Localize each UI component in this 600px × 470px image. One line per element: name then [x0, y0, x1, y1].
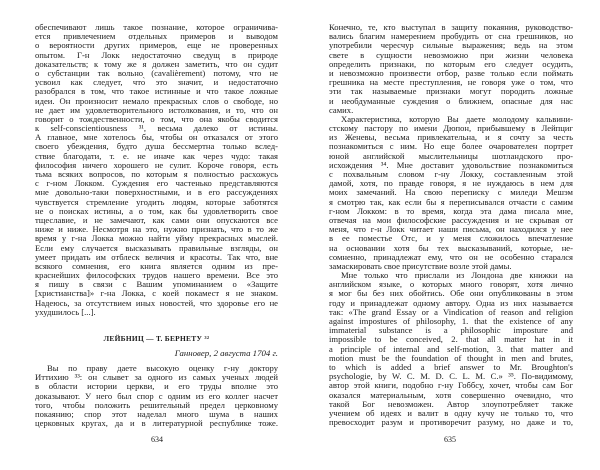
text-line: не дает им удовлетворительного истолкования, и то, что он: [35, 104, 278, 115]
left-text-block-2: [35, 364, 278, 428]
letter-heading: ЛЕЙБНИЦ — Т. БЕРНЕТУ ³²: [103, 334, 210, 343]
text-line: грешника на месте преступления, не говоря уже о том, что: [329, 77, 573, 88]
text-line: году и принадлежат одному автору. Одна из них называется: [329, 297, 573, 308]
text-line: a principle of internal and self-motion, 3. that matter and: [329, 343, 573, 354]
text-line: умеет придать им отблеск величия и красоты. Так что, вне: [35, 251, 278, 262]
text-line: Характеристика, которую Вы даете молодому кальвини-: [341, 113, 573, 124]
text-line: из Женевы, весьма привлекательна, и я сочту за честь: [329, 132, 573, 143]
text-line: идеи. Он произносит немало прекрасных слов о свободе, но: [35, 95, 278, 106]
text-line: impossible to be conceived, 2. that all matter hat in it: [329, 334, 573, 345]
text-line: [христианства]» г-на Локка, с коей покамест я не знаком.: [35, 288, 278, 299]
text-line: в области истории церкви, и его труды вполне это: [35, 381, 278, 392]
text-line: познакомиться с ним. Но еще более очарователен портрет: [329, 141, 573, 152]
text-line: о субстанции так вольно (cavalièrement) потому, что не: [35, 67, 278, 78]
text-line: psychologie, by W. C. M. D. C. L. M. C.» ³⁵. По-видимому,: [329, 371, 573, 382]
text-line: доказывают. У него был спор с одним из его коллег насчет: [35, 390, 278, 401]
text-line: самих.: [329, 104, 354, 115]
page-number: 635: [444, 435, 456, 444]
text-line: ется привлечением отдельных примеров и выводом: [35, 31, 278, 42]
text-line: г-ном Локком: в то время, когда эта дама писала мне,: [329, 205, 573, 216]
text-line: учением об идеях и валит в одну кучу не только то, что: [329, 407, 573, 418]
text-line: обеспечивают лишь такое познание, которое ограничива-: [35, 22, 278, 32]
text-line: я пишу в связи с Вашим упоминанием о «Защите: [35, 279, 278, 290]
text-line: с похвальным словом г-ну Локку, составленным этой: [329, 169, 573, 179]
letter-date: Ганновер, 2 августа 1704 г.: [174, 348, 278, 358]
page-number: 634: [151, 435, 163, 444]
text-line: употребили чересчур сильные выражения; ведь на этом: [329, 40, 573, 51]
text-line: опытом. Г-н Локк недостаточно сведущ в природе: [35, 49, 278, 60]
text-line: А главное, мне хотелось бы, чтобы он отказался от этого: [35, 132, 278, 143]
text-line: с г-ном Локком. Суждения его частенько представляются: [35, 178, 278, 189]
text-line: Конечно, те, кто выступал в защиту покаяния, руководство-: [329, 22, 573, 32]
text-line: я смотрю так, как если бы я переписывался отчасти с самим: [329, 196, 573, 207]
text-line: покаянию; спор этот наделал много шума в наших: [35, 408, 278, 419]
text-line: философия ничего хорошего не сулит. Короче говоря, есть: [35, 159, 278, 170]
text-line: мне довольно-таки поверхностными, и в его рассуждениях: [35, 187, 278, 198]
right-page: [300, 0, 600, 470]
text-line: вались благим намерением пробудить от сна грешников, но: [329, 31, 573, 42]
text-line: своего убеждения, будто душа бессмертна только вслед-: [35, 141, 278, 152]
text-line: автор этой книги, подобно г-ну Гоббсу, хочет, чтобы сам Бог: [329, 380, 573, 391]
text-line: церковных кругах, да и в литературной республике тоже.: [35, 418, 278, 429]
text-line: на основании хотя бы тех высказываний, которые, не-: [329, 242, 573, 253]
left-text-block-1: [35, 23, 278, 317]
text-line: превосходит разум и противоречит разуму, но даже и то,: [329, 417, 573, 428]
text-line: меня, что г-н Локк читает наши письма, он находился у нее: [329, 224, 573, 235]
text-line: в ее поместье Отс, и у меня сложилось впечатление: [329, 233, 573, 244]
text-line: к self-conscientiousness ³¹, весьма далеко от истины.: [35, 123, 278, 134]
text-line: дамой, хотя, по правде говоря, я не нуждаюсь в нем для: [329, 178, 573, 189]
text-line: исхождения ³⁴. Мне доставит удовольствие познакомиться: [329, 159, 573, 170]
text-line: эти так называемые признаки могут породить ложные: [329, 86, 573, 97]
text-line: ствие благодати, т. е. не иначе как через чудо: такая: [35, 150, 278, 161]
text-line: всякого сомнения, его книга является одним из пре-: [35, 260, 278, 271]
text-line: разобрался в том, что такое истинные и что такое ложные: [35, 86, 278, 97]
text-line: определить признаки, по которым его следует осудить,: [329, 58, 573, 69]
text-line: Надеюсь, за отсутствием иных новостей, что здоровье его не: [35, 297, 278, 308]
text-line: immaterial substance is a philosophic imposture and: [329, 325, 573, 336]
text-line: говорит о тождественности, о том, что она якобы сводится: [35, 113, 278, 124]
text-line: так: «The grand Essay or a Vindication of reason and religion: [329, 306, 573, 317]
text-line: такой Бог невозможен. Автор злоупотребляет также: [329, 398, 573, 409]
text-line: motion must be the foundation of thought in men and brutes,: [329, 352, 573, 363]
text-line: не о поисках истины, а о том, как бы удовлетворить свое: [35, 205, 278, 216]
text-line: о вероятности других примеров, еще не проверенных: [35, 40, 278, 51]
text-line: ниже и ниже. Несмотря на это, нужно признать, что в то же: [35, 224, 278, 235]
text-line: того, чтобы положить решительный предел церковному: [35, 399, 278, 410]
text-line: тьма всяких вопросов, по которым я полностью расхожусь: [35, 169, 278, 179]
text-line: английском языке, о которых много говорят, хотя лично: [329, 279, 573, 290]
text-line: Вы по праву даете высокую оценку г-ну доктору: [47, 363, 278, 373]
text-line: и невозможно произвести отбор, разве только если поймать: [329, 67, 573, 78]
text-line: сомненно, принадлежат ему, что он не особенно старался: [329, 251, 573, 262]
text-line: я мог бы без них обойтись. Обе они опубликованы в этом: [329, 288, 573, 299]
right-text-block: [329, 23, 573, 427]
text-line: юной английской мыслительницы шотландского про-: [329, 150, 573, 161]
text-line: ухудшилось [...].: [35, 306, 96, 317]
text-line: отвечая на мои философские рассуждения и не скрывая от: [329, 214, 573, 225]
text-line: to which is added a brief answer to Mr. Broughton's: [329, 361, 573, 372]
text-line: замаскировать свое присутствие возле этой дамы.: [329, 260, 512, 271]
text-line: время у г-на Локка можно найти уйму прекрасных мыслей.: [35, 233, 278, 244]
text-line: моих замечаний. На свою переписку с миледи Мешэм: [329, 187, 573, 198]
text-line: оказался материальным, хотя совершенно очевидно, что: [329, 389, 573, 400]
text-line: и необдуманные суждения о ближнем, опасные для нас: [329, 95, 573, 106]
text-line: усвоил как следует, что̀ это значит, и недостаточно: [35, 77, 278, 88]
text-line: Мне только что прислали из Лондона две книжки на: [341, 270, 573, 281]
text-line: against impostures of philosophy, 1. that the existence of any: [329, 316, 573, 326]
text-line: стскому пастору по имени Дюпон, прибывшему в Лейпциг: [329, 123, 573, 134]
text-line: Если ему случается высказывать правильные взгляды, он: [35, 242, 278, 253]
text-line: доказательств; к тому же я должен заметить, что он судит: [35, 58, 278, 69]
text-line: Иттихию ³³: он слывет за одного из самых ученых людей: [35, 372, 278, 383]
text-line: тщеславие, и не замечают, как сами они опускаются все: [35, 214, 278, 225]
text-line: чувствуется стремление угодить людям, которые заботятся: [35, 196, 278, 207]
text-line: краснейших философских трудов нашего времени. Все это: [35, 270, 278, 281]
text-line: свете в сущности невозможно при жизни человека: [329, 49, 573, 60]
